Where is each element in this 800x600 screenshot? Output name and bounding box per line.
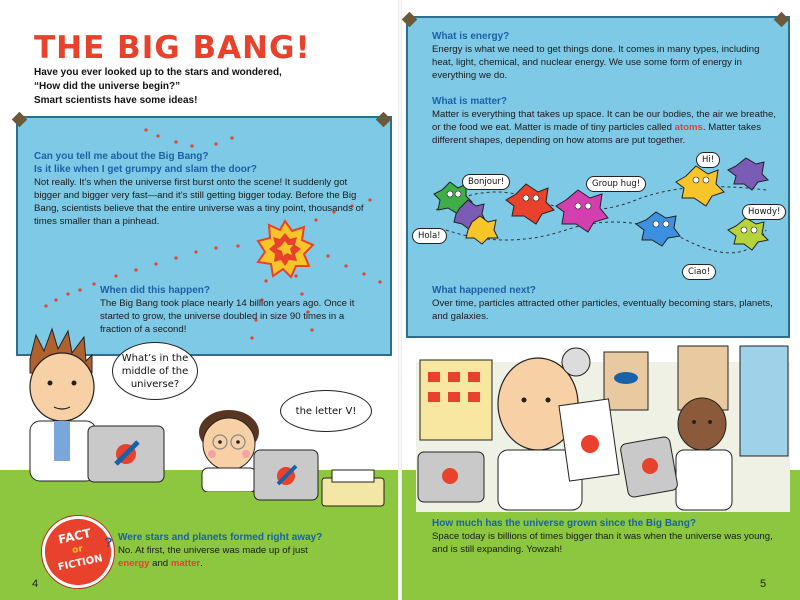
stars-answer bbox=[118, 544, 390, 570]
speech-hola: Hola! bbox=[412, 228, 447, 244]
stars-question: Were stars and planets formed right away? bbox=[118, 532, 323, 543]
speech-group-hug: Group hug! bbox=[586, 176, 646, 192]
matter-question: What is matter? bbox=[432, 96, 508, 107]
matter-answer-end: . Matter takes different shapes, depending on how atoms are put together. bbox=[432, 122, 762, 146]
question-line-2: Is it like when I get grumpy and slam the door? bbox=[34, 164, 257, 175]
book-gutter bbox=[398, 0, 402, 600]
speech-ciao: Ciao! bbox=[682, 264, 716, 280]
girl-speech-bubble: the letter V! bbox=[280, 390, 372, 432]
badge-fiction: FICTION bbox=[57, 553, 104, 574]
big-bang-answer: Not really. It’s when the universe first burst onto the scene! It suddenly got bigger and bigger very fast—and it’s still getting bigger today. Before the Big Bang, scientists believe that the entire universe was a tiny point, thousands of times smaller than a pinhead. bbox=[34, 177, 364, 227]
stars-answer-and: and bbox=[149, 558, 171, 569]
matter-answer bbox=[432, 108, 776, 147]
badge-or: or bbox=[71, 544, 84, 557]
next-answer: Over time, particles attracted other particles, eventually becoming stars, planets, and galaxies. bbox=[432, 298, 773, 322]
page-number-left: 4 bbox=[32, 578, 39, 590]
energy-highlight: energy bbox=[118, 558, 150, 569]
laptop-illustration bbox=[86, 424, 166, 484]
badge-fact: FACT bbox=[57, 526, 93, 547]
when-question: When did this happen? bbox=[100, 285, 210, 296]
laptop-illustration bbox=[252, 448, 320, 502]
when-answer: The Big Bang took place nearly 14 billion years ago. Once it started to grow, the universe doubled in size 90 times in a fraction of a second! bbox=[100, 298, 355, 335]
badge-question-mark: ? bbox=[104, 534, 113, 550]
energy-answer: Energy is what we need to get things done. It comes in many types, including heat, light, chemical, and nuclear energy. We use some form of energy in everything we do. bbox=[432, 44, 760, 81]
lab-scene-illustration bbox=[414, 342, 794, 512]
atoms-highlight: atoms bbox=[674, 122, 703, 133]
matter-answer-start: Matter is everything that takes up space. It can be our bodies, the air we breathe, or the food we eat. Matter is made of tiny particles called bbox=[432, 109, 776, 133]
big-bang-question bbox=[34, 150, 364, 176]
matter-highlight: matter bbox=[170, 558, 201, 569]
stars-answer-start: No. At first, the universe was made up of just bbox=[118, 545, 308, 556]
question-line-1: Can you tell me about the Big Bang? bbox=[34, 151, 209, 162]
stars-answer-end: . bbox=[200, 558, 203, 569]
speech-howdy: Howdy! bbox=[742, 204, 786, 220]
page-number-right: 5 bbox=[760, 578, 767, 590]
intro-line-1: Have you ever looked up to the stars and wondered, bbox=[34, 67, 282, 78]
speech-hi: Hi! bbox=[696, 152, 720, 168]
page-title: THE BIG BANG! bbox=[34, 30, 311, 66]
right-page bbox=[400, 0, 800, 600]
grown-answer: Space today is billions of times bigger than it was when the universe was young, and is still expanding. Yowzah! bbox=[432, 531, 773, 555]
intro-line-3: Smart scientists have some ideas! bbox=[34, 95, 198, 106]
intro-text bbox=[34, 66, 364, 108]
boy-speech-bubble: What’s in the middle of the universe? bbox=[112, 342, 198, 400]
next-question: What happened next? bbox=[432, 285, 536, 296]
energy-question: What is energy? bbox=[432, 31, 510, 42]
grown-question: How much has the universe grown since the Big Bang? bbox=[432, 518, 696, 529]
speech-bonjour: Bonjour! bbox=[462, 174, 510, 190]
intro-line-2: “How did the universe begin?” bbox=[34, 81, 181, 92]
atoms-illustration bbox=[406, 150, 786, 260]
printer-illustration bbox=[320, 468, 386, 508]
